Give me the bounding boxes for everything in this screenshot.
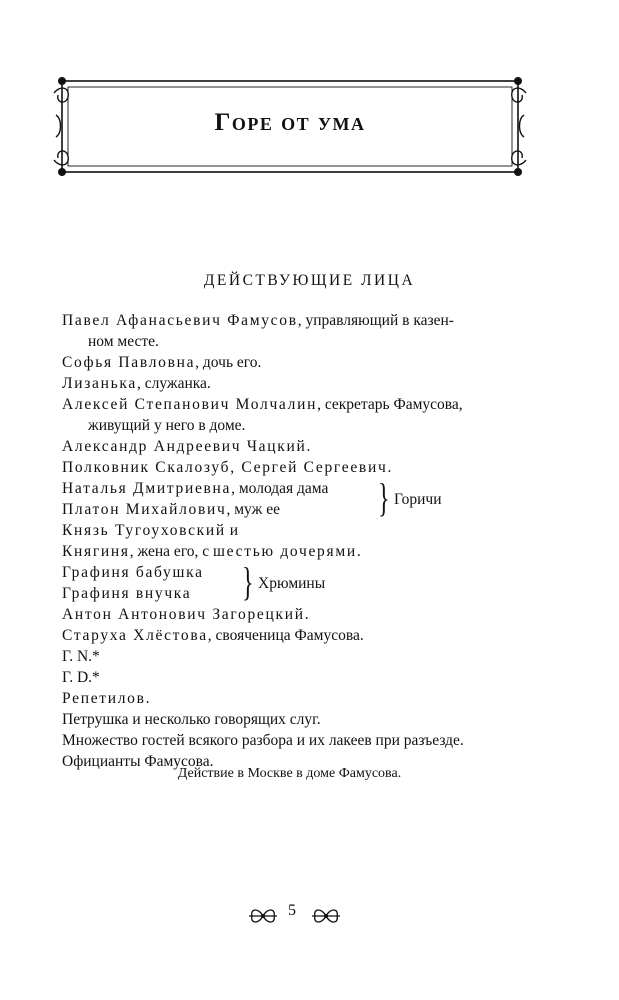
list-item: Петрушка и несколько говорящих слуг. (62, 711, 321, 728)
list-item: Павел Афанасьевич Фамусов, управляющий в казен- (62, 312, 454, 329)
list-item: Князь Тугоуховский и (62, 522, 239, 539)
list-item: Множество гостей всякого разбора и их лакеев при разъезде. (62, 732, 464, 749)
list-item: Официанты Фамусова. (62, 753, 214, 770)
page-footer (0, 899, 619, 933)
list-item: Г. D.* (62, 669, 100, 686)
list-item: Антон Антонович Загорецкий. (62, 606, 309, 623)
page-title: Горе от ума (214, 109, 366, 136)
right-curly-brace-icon: } (242, 559, 254, 604)
setting-note: Действие в Москве в доме Фамусова. (177, 766, 402, 781)
dramatis-personae-heading: ДЕЙСТВУЮЩИЕ ЛИЦА (203, 272, 416, 289)
list-item: Княгиня, жена его, с шестью дочерями. (62, 543, 361, 560)
list-item-continuation: живущий у него в доме. (88, 417, 246, 434)
list-item: Г. N.* (62, 648, 100, 665)
list-item: Платон Михайлович, муж ее (62, 501, 280, 518)
list-item: Алексей Степанович Молчалин, секретарь Фамусова, (62, 396, 463, 413)
list-item: Старуха Хлёстова, свояченица Фамусова. (62, 627, 364, 644)
list-item: Лизанька, служанка. (62, 375, 211, 392)
group-label-khryuminy: Хрюмины (258, 575, 326, 592)
list-item: Софья Павловна, дочь его. (62, 354, 262, 371)
list-item: Графиня бабушка (62, 564, 204, 581)
page-number: 5 (288, 902, 296, 919)
list-item: Полковник Скалозуб, Сергей Сергеевич. (62, 459, 392, 476)
khryuminy-group (62, 559, 532, 604)
list-item: Наталья Дмитриевна, молодая дама (62, 480, 329, 497)
list-item: Александр Андреевич Чацкий. (62, 438, 311, 455)
group-label-gorichi: Горичи (394, 491, 442, 508)
list-item: Графиня внучка (62, 585, 192, 602)
list-item: Репетилов. (62, 690, 150, 707)
gorichi-group (62, 475, 532, 520)
character-list (62, 310, 532, 772)
title-frame (52, 75, 528, 178)
right-curly-brace-icon: } (378, 475, 390, 520)
floral-flourish-icon (311, 905, 341, 927)
list-item-continuation: ном месте. (88, 333, 159, 350)
